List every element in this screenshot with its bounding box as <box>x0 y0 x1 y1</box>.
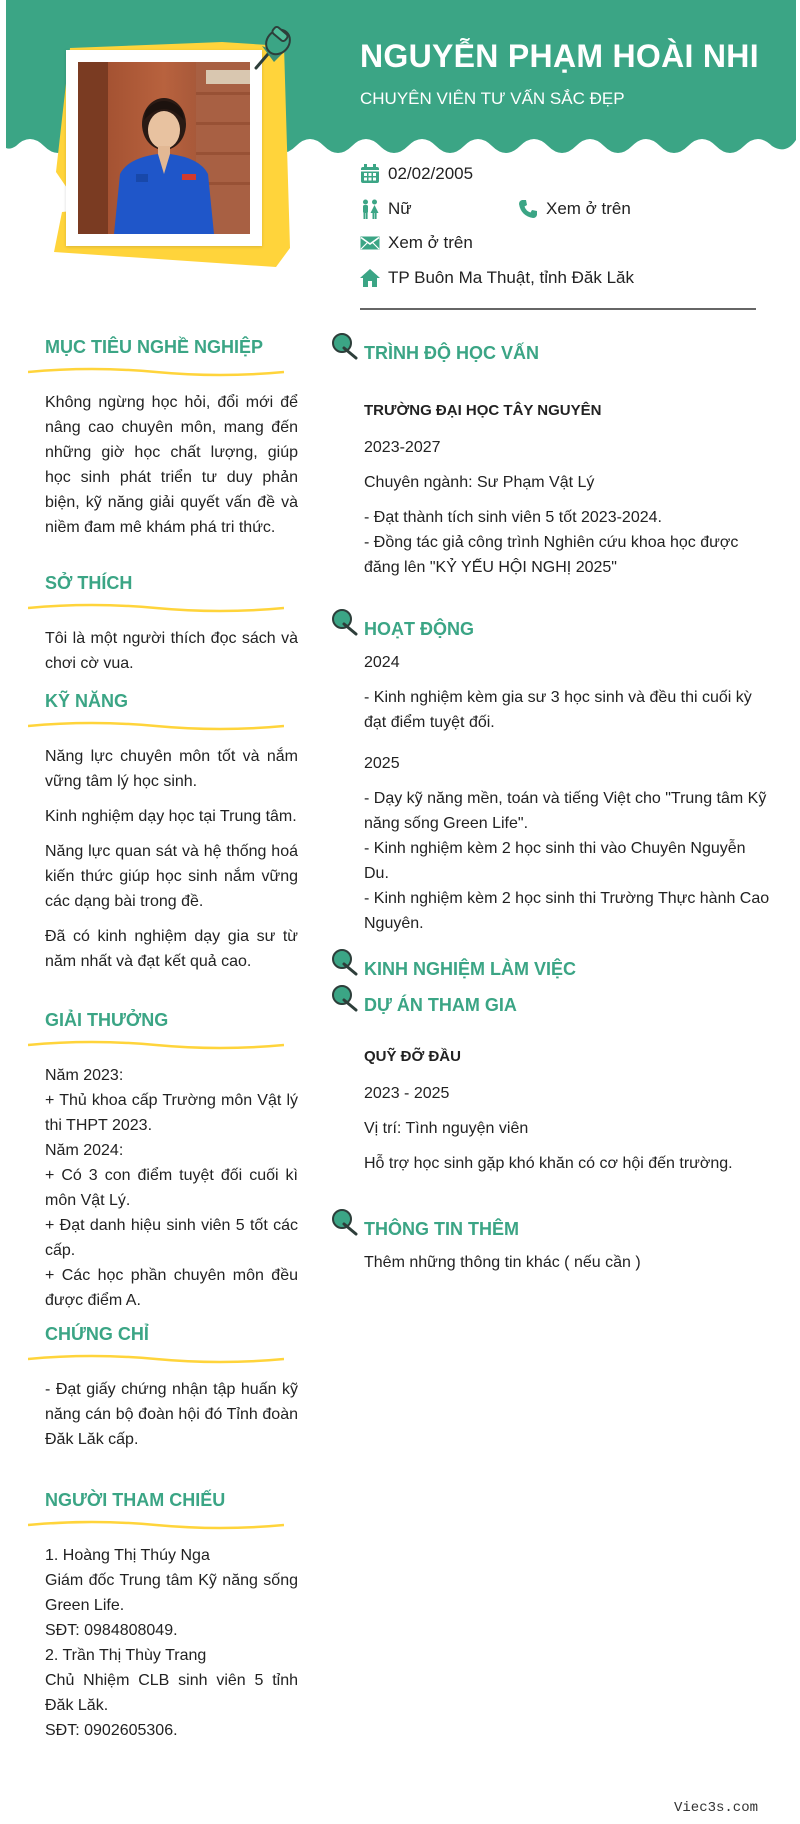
school-name: TRƯỜNG ĐẠI HỌC TÂY NGUYÊN <box>364 402 602 419</box>
wave-divider <box>28 720 284 732</box>
projects-section <box>330 988 770 1212</box>
awards-title: GIẢI THƯỞNG <box>45 1010 169 1030</box>
activity-desc: - Dạy kỹ năng mền, toán và tiếng Việt cho "Trung tâm Kỹ năng sống Green Life". - Kinh nghiệm kèm 2 học sinh thi vào Chuyên Nguyễn Du. - Kinh nghiệm kèm 2 học sinh thi Trường Thực hành Cao Nguyên. <box>364 790 770 932</box>
activity-year: 2025 <box>364 755 400 772</box>
candidate-name: NGUYỄN PHẠM HOÀI NHI <box>360 38 759 74</box>
activities-title: HOẠT ĐỘNG <box>364 619 474 639</box>
watermark: Viec3s.com <box>674 1800 759 1816</box>
projects-title: DỰ ÁN THAM GIA <box>364 995 517 1015</box>
contact-address <box>360 268 634 288</box>
contact-divider <box>360 308 756 310</box>
education-section <box>330 336 770 612</box>
pushpin-icon <box>248 24 294 72</box>
objective-title: MỤC TIÊU NGHỀ NGHIỆP <box>45 337 264 357</box>
awards-text: Năm 2023: + Thủ khoa cấp Trường môn Vật lý thi THPT 2023. Năm 2024: + Có 3 con điểm tuyệt đối cuối kì môn Vật Lý. + Đạt danh hiệu sinh viên 5 tốt các cấp. + Các học phần chuyên môn đều được điểm A. <box>45 1067 298 1309</box>
contact-birthday <box>360 164 473 184</box>
home-icon <box>360 268 380 288</box>
project-period: 2023 - 2025 <box>364 1085 450 1102</box>
skill-item: Năng lực quan sát và hệ thống hoá kiến thức giúp học sinh nắm vững các dạng bài trong đề. <box>45 843 298 910</box>
hobbies-text: Tôi là một người thích đọc sách và chơi cờ vua. <box>45 630 298 672</box>
certificates-title: CHỨNG CHỈ <box>45 1324 149 1344</box>
activity-desc: - Kinh nghiệm kèm gia sư 3 học sinh và đều thi cuối kỳ đạt điểm tuyệt đối. <box>364 689 752 731</box>
phone-text: Xem ở trên <box>546 199 631 218</box>
awards-section <box>28 1005 298 1319</box>
avatar <box>78 62 250 234</box>
contact-phone <box>518 199 631 219</box>
wave-divider <box>28 366 284 378</box>
birthday-text: 02/02/2005 <box>388 164 474 183</box>
pushpin-icon <box>330 984 358 1012</box>
education-achievements: - Đạt thành tích sinh viên 5 tốt 2023-2024. - Đồng tác giả công trình Nghiên cứu khoa học được đăng lên "KỶ YẾU HỘI NGHỊ 2025" <box>364 509 739 576</box>
wave-divider <box>28 1519 284 1531</box>
email-icon <box>360 233 380 253</box>
project-desc: Hỗ trợ học sinh gặp khó khăn có cơ hội đến trường. <box>364 1155 733 1172</box>
references-text: 1. Hoàng Thị Thúy Nga Giám đốc Trung tâm Kỹ năng sống Green Life. SĐT: 0984808049. 2. Trần Thị Thùy Trang Chủ Nhiệm CLB sinh viên 5 tỉnh Đăk Lăk. SĐT: 0902605306. <box>45 1547 298 1739</box>
pushpin-icon <box>330 332 358 360</box>
objective-section <box>28 332 298 568</box>
left-column <box>28 332 298 1743</box>
skills-list <box>28 744 298 974</box>
hobbies-title: SỞ THÍCH <box>45 573 133 593</box>
objective-text: Không ngừng học hỏi, đổi mới để nâng cao chuyên môn, mang đến những giờ học chất lượng, giúp học sinh phát triển tư duy phản biện, kỹ năng giải quyết vấn đề và niềm đam mê khám phá tri thức. <box>45 394 298 536</box>
contact-gender <box>360 199 412 219</box>
education-title: TRÌNH ĐỘ HỌC VẤN <box>364 343 539 363</box>
references-title: NGƯỜI THAM CHIẾU <box>45 1490 226 1510</box>
pushpin-icon <box>330 1208 358 1236</box>
phone-icon <box>518 199 538 219</box>
wave-divider <box>28 602 284 614</box>
wave-divider <box>28 1353 284 1365</box>
activities-section <box>330 612 770 952</box>
experience-title: KINH NGHIỆM LÀM VIỆC <box>364 959 577 979</box>
education-period: 2023-2027 <box>364 439 441 456</box>
address-text: TP Buôn Ma Thuật, tỉnh Đăk Lăk <box>388 268 635 287</box>
skill-item: Năng lực chuyên môn tốt và nắm vững tâm lý học sinh. <box>45 748 298 790</box>
references-section <box>28 1485 298 1743</box>
more-info-section <box>330 1212 770 1275</box>
skills-title: KỸ NĂNG <box>45 691 129 711</box>
more-info-text: Thêm những thông tin khác ( nếu cần ) <box>364 1254 641 1271</box>
photo-card <box>66 50 262 246</box>
certificates-section <box>28 1319 298 1485</box>
skill-item: Đã có kinh nghiệm dạy gia sư từ năm nhất và đạt kết quả cao. <box>45 928 298 970</box>
gender-icon <box>360 199 380 219</box>
gender-text: Nữ <box>388 199 412 218</box>
more-info-title: THÔNG TIN THÊM <box>364 1219 519 1239</box>
activity-year: 2024 <box>364 654 400 671</box>
pushpin-icon <box>330 948 358 976</box>
pushpin-icon <box>330 608 358 636</box>
project-role: Vị trí: Tình nguyện viên <box>364 1120 529 1137</box>
hobbies-section <box>28 568 298 686</box>
experience-section <box>330 952 770 988</box>
skill-item: Kinh nghiệm dạy học tại Trung tâm. <box>45 808 297 825</box>
wave-divider <box>28 1039 284 1051</box>
right-column <box>330 336 770 1275</box>
education-major: Chuyên ngành: Sư Phạm Vật Lý <box>364 474 595 491</box>
certificates-text: - Đạt giấy chứng nhận tập huấn kỹ năng cán bộ đoàn hội đó Tỉnh đoàn Đăk Lăk cấp. <box>45 1381 298 1448</box>
calendar-icon <box>360 164 380 184</box>
email-text: Xem ở trên <box>388 233 473 252</box>
contact-email <box>360 233 473 253</box>
job-title: CHUYÊN VIÊN TƯ VẤN SẮC ĐẸP <box>360 89 625 108</box>
profile-photo-frame <box>52 42 292 267</box>
project-name: QUỸ ĐỠ ĐẦU <box>364 1048 461 1065</box>
skills-section <box>28 686 298 1005</box>
